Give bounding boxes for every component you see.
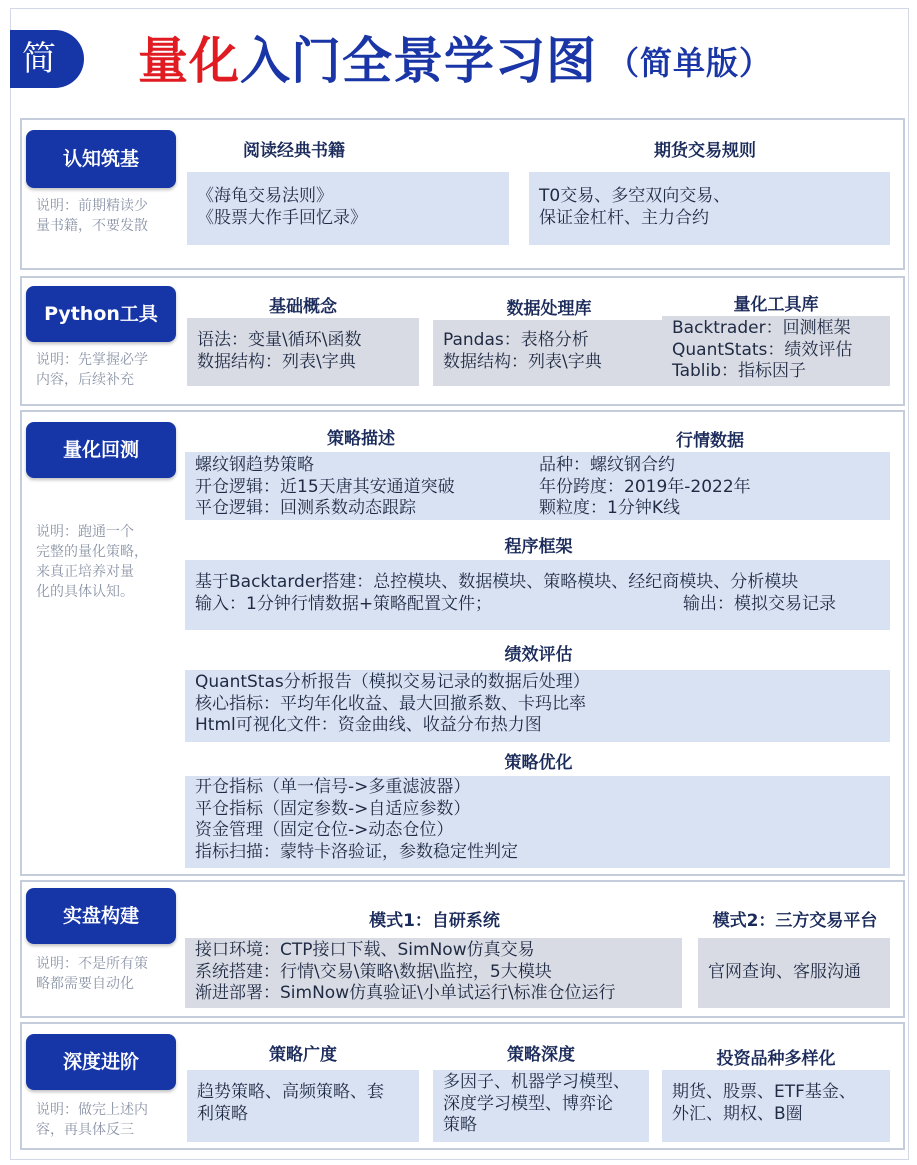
box-market-data: 品种：螺纹钢合约 年份跨度：2019年-2022年 颗粒度：1分钟K线 — [529, 452, 890, 520]
heading-optimization: 策略优化 — [504, 753, 573, 773]
box-mode1: 接口环境：CTP接口下载、SimNow仿真交易 系统搭建：行情\交易\策略\数据\监控，5大模块 渐进部署：SimNow仿真验证\小单试运行\标准仓位运行 — [185, 938, 682, 1008]
section-live-build — [20, 880, 905, 1018]
box-quant-libs: Backtrader：回测框架 QuantStats：绩效评估 Tablib：指标因子 — [662, 316, 890, 386]
box-mode2: 官网查询、客服沟通 — [698, 938, 890, 1008]
section-advanced — [20, 1022, 905, 1150]
title-red: 量化 — [138, 32, 240, 90]
heading-mode2: 模式2：三方交易平台 — [712, 911, 878, 931]
box-asset-diversity: 期货、股票、ETF基金、 外汇、期权、B圈 — [662, 1070, 890, 1142]
simple-badge: 简 — [10, 30, 84, 88]
heading-strategy-desc: 策略描述 — [327, 429, 395, 449]
label-live-build: 实盘构建 — [26, 888, 176, 944]
box-program-framework: 基于Backtarder搭建：总控模块、数据模块、策略模块、经纪商模块、分析模块 输入：1分钟行情数据+策略配置文件； 输出：模拟交易记录 — [185, 560, 890, 630]
heading-classic-books: 阅读经典书籍 — [243, 141, 345, 161]
note-python: 说明：先掌握必学 内容，后续补充 — [36, 352, 148, 388]
heading-data-libs: 数据处理库 — [506, 299, 592, 319]
section-cognition — [20, 118, 905, 270]
box-performance: QuantStas分析报告（模拟交易记录的数据后处理） 核心指标：平均年化收益、最大回撤系数、卡玛比率 Html可视化文件：资金曲线、收益分布热力图 — [185, 670, 890, 742]
heading-mode1: 模式1：自研系统 — [369, 911, 500, 931]
heading-performance: 绩效评估 — [504, 645, 573, 665]
box-classic-books: 《海龟交易法则》 《股票大作手回忆录》 — [187, 172, 509, 245]
title-sub: （简单版） — [607, 44, 773, 82]
heading-asset-diversity: 投资品种多样化 — [716, 1049, 836, 1069]
box-futures-rules: T0交易、多空双向交易、 保证金杠杆、主力合约 — [529, 172, 890, 245]
heading-market-data: 行情数据 — [676, 431, 744, 451]
box-strategy-desc: 螺纹钢趋势策略 开仓逻辑：近15天唐其安通道突破 平仓逻辑：回测系数动态跟踪 — [185, 452, 534, 520]
section-python — [20, 276, 905, 406]
box-strategy-depth: 多因子、机器学习模型、 深度学习模型、博弈论 策略 — [433, 1070, 649, 1142]
note-cognition: 说明：前期精读少 量书籍，不要发散 — [36, 198, 148, 234]
box-basic-concepts: 语法：变量\循环\函数 数据结构：列表\字典 — [187, 318, 419, 386]
label-cognition: 认知筑基 — [26, 130, 176, 188]
box-optimization: 开仓指标（单一信号->多重滤波器） 平仓指标（固定参数->自适应参数） 资金管理（固定仓位->动态仓位） 指标扫描：蒙特卡洛验证，参数稳定性判定 — [185, 776, 890, 868]
heading-strategy-depth: 策略深度 — [507, 1045, 575, 1065]
heading-basic-concepts: 基础概念 — [269, 297, 337, 317]
label-python: Python工具 — [26, 286, 176, 342]
note-live-build: 说明：不是所有策 略都需要自动化 — [36, 956, 148, 992]
section-backtest — [20, 410, 905, 876]
note-backtest: 说明：跑通一个 完整的量化策略， 来真正培养对量 化的具体认知。 — [36, 524, 148, 600]
heading-program-framework: 程序框架 — [504, 537, 573, 557]
heading-futures-rules: 期货交易规则 — [654, 141, 756, 161]
heading-quant-libs: 量化工具库 — [733, 295, 819, 315]
title-blue: 入门全景学习图 — [240, 32, 597, 90]
label-backtest: 量化回测 — [26, 422, 176, 478]
label-advanced: 深度进阶 — [26, 1034, 176, 1090]
page-title — [138, 26, 772, 96]
note-advanced: 说明：做完上述内 容，再具体反三 — [36, 1102, 148, 1138]
heading-strategy-breadth: 策略广度 — [269, 1045, 337, 1065]
box-strategy-breadth: 趋势策略、高频策略、套 利策略 — [187, 1070, 419, 1142]
box-data-libs: Pandas：表格分析 数据结构：列表\字典 — [433, 320, 665, 386]
